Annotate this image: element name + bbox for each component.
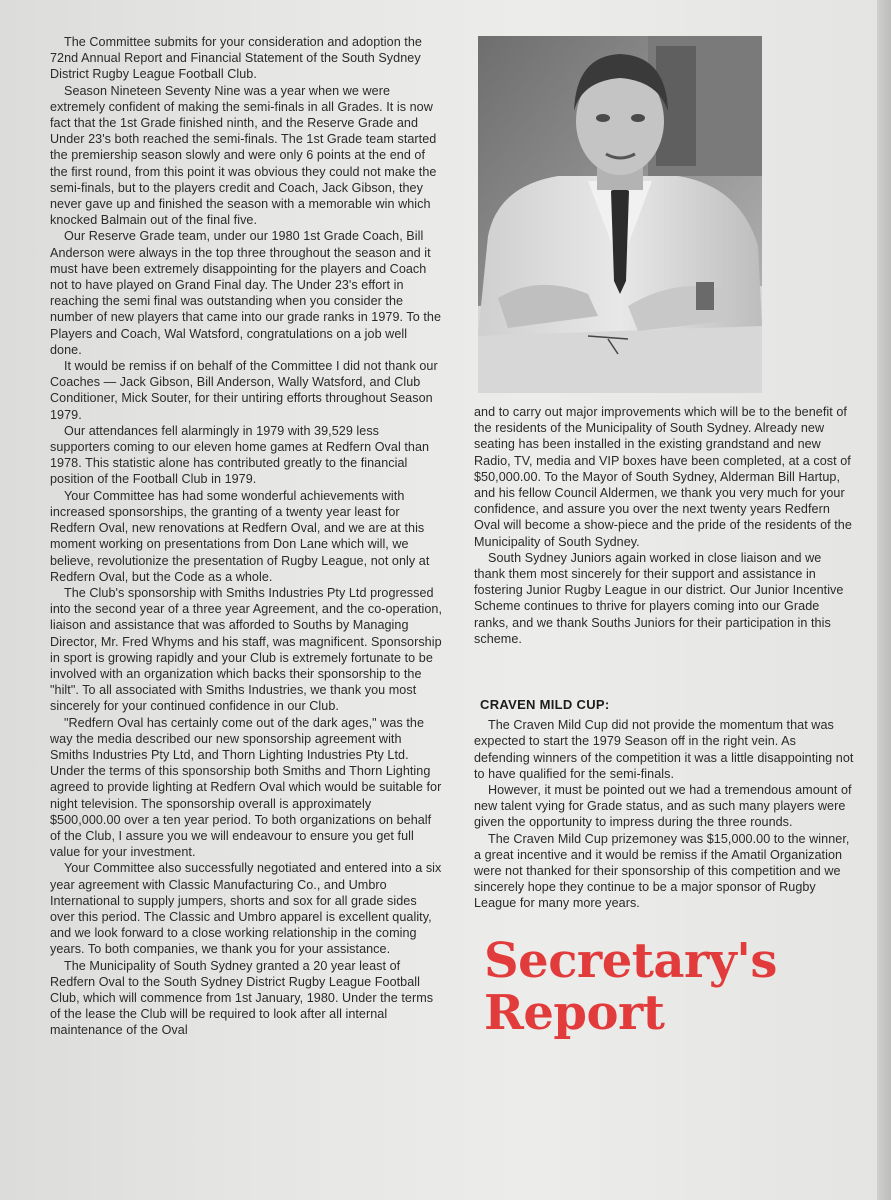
paragraph: "Redfern Oval has certainly come out of the dark ages," was the way the media described our new sponsorship agreement with Smiths Industries Pty Ltd, and Thorn Lighting Industries Pty Ltd. Under the terms of this sponsorship both Smiths and Thorn Lighting agreed to provide lighting at Redfern Oval which would be suitable for night television. The sponsorship overall is approximately $500,000.00 over a ten year period. To both organizations on behalf of the Club, I assure you we will endeavour to ensure you get full value for your investment. — [50, 715, 442, 860]
title-line: Secretary's — [484, 933, 777, 989]
paragraph: Our Reserve Grade team, under our 1980 1st Grade Coach, Bill Anderson were always in the top three throughout the season and it must have been extremely disappointing for the players and Coach not to have played on Grand Final day. The Under 23's effort in reaching the semi final was outstanding when you consider the number of new players that came into our grade ranks in 1979. To the Players and Coach, Wal Watsford, congratulations on a job well done. — [50, 229, 442, 357]
section-heading: CRAVEN MILD CUP: — [480, 697, 610, 712]
paragraph: Your Committee has had some wonderful achievements with increased sponsorships, the granting of a twenty year least for Redfern Oval, new renovations at Redfern Oval, and we are at this moment working on presentations from Don Lane which will, we believe, revolutionize the presentation of Rugby League, not only at Redfern Oval, but the Code as a whole. — [50, 488, 430, 584]
paragraph: Your Committee also successfully negotiated and entered into a six year agreement with Classic Manufacturing Co., and Umbro International to supply jumpers, shorts and sox for all grade sides over this period. The Classic and Umbro apparel is excellent quality, and we look forward to a close working relationship in the coming years. To both companies, we thank you for your assistance. — [50, 861, 442, 957]
right-column — [474, 404, 854, 647]
craven-mild-cup-section — [474, 697, 854, 912]
portrait-illustration — [478, 36, 762, 393]
paragraph: The Craven Mild Cup did not provide the momentum that was expected to start the 1979 Season off in the right vein. As defending winners of the competition it was a little disappointing not to have qualified for the semi-finals. — [474, 718, 854, 781]
paragraph: Season Nineteen Seventy Nine was a year when we were extremely confident of making the semi-finals in all Grades. It is now fact that the 1st Grade finished ninth, and the Reserve Grade and Under 23's both reached the semi-finals. The 1st Grade team started the premiership season slowly and were only 6 points at the end of the first round, from this point it was obvious they could not make the semi-finals, but to the players credit and Coach, Jack Gibson, they never gave up and finished the season with a memorable win which knocked Balmain out of the final five. — [50, 83, 437, 228]
paragraph: The Club's sponsorship with Smiths Industries Pty Ltd progressed into the second year of a three year Agreement, and the co-operation, liaison and assistance that was afforded to Souths by Managing Director, Mr. Fred Whyms and his staff, was magnificent. Sponsorship in sport is growing rapidly and your Club is extremely fortunate to be involved with an organization which backs their sponsorship to the "hilt". To all associated with Smiths Industries, we thank you most sincerely for your continued confidence in our Club. — [50, 585, 443, 714]
paragraph: The Committee submits for your consideration and adoption the 72nd Annual Report and Financial Statement of the South Sydney District Rugby League Football Club. — [50, 35, 422, 82]
binding-edge — [877, 0, 891, 1200]
paragraph: However, it must be pointed out we had a tremendous amount of new talent vying for Grade status, and as such many players were given the opportunity to impress during the three rounds. — [474, 783, 852, 830]
paragraph: It would be remiss if on behalf of the Committee I did not thank our Coaches — Jack Gibson, Bill Anderson, Wally Watsford, and Club Conditioner, Mick Souter, for their untiring efforts throughout Season 1979. — [50, 359, 438, 422]
paragraph: South Sydney Juniors again worked in close liaison and we thank them most sincerely for their support and assistance in fostering Junior Rugby League in our district. Our Junior Incentive Scheme continues to thrive for players coming into our Grade ranks, and we thank Souths Juniors for their participation in this scheme. — [474, 550, 844, 646]
paragraph: The Municipality of South Sydney granted a 20 year least of Redfern Oval to the South Sydney District Rugby League Football Club, which will commence from 1st January, 1980. Under the terms of the lease the Club will be required to look after all internal maintenance of the Oval — [50, 958, 434, 1038]
paragraph: Our attendances fell alarmingly in 1979 with 39,529 less supporters coming to our eleven home games at Redfern Oval than 1978. This statistic alone has contributed greatly to the financial position of the Football Club in 1979. — [50, 423, 430, 487]
title-line: Report — [484, 985, 665, 1041]
paragraph: and to carry out major improvements which will be to the benefit of the residents of the Municipality of South Sydney. Already new seating has been installed in the existing grandstand and new Radio, TV, media and VIP boxes have been completed, at a cost of $50,000.00. To the Mayor of South Sydney, Alderman Bill Hartup, and his fellow Council Aldermen, we thank you very much for your confidence, and assure you over the next twenty years Redfern Oval will become a show-piece and the pride of the residents of the Municipality of South Sydney. — [474, 405, 852, 549]
secretary-photo — [478, 36, 762, 393]
paragraph: The Craven Mild Cup prizemoney was $15,000.00 to the winner, a great incentive and it would be remiss if the Amatil Organization were not thanked for their sponsorship of this competition and we sincerely hope they continue to be a major sponsor of Rugby League for many more years. — [474, 831, 850, 911]
left-column — [50, 34, 442, 1039]
report-title — [484, 935, 864, 1039]
